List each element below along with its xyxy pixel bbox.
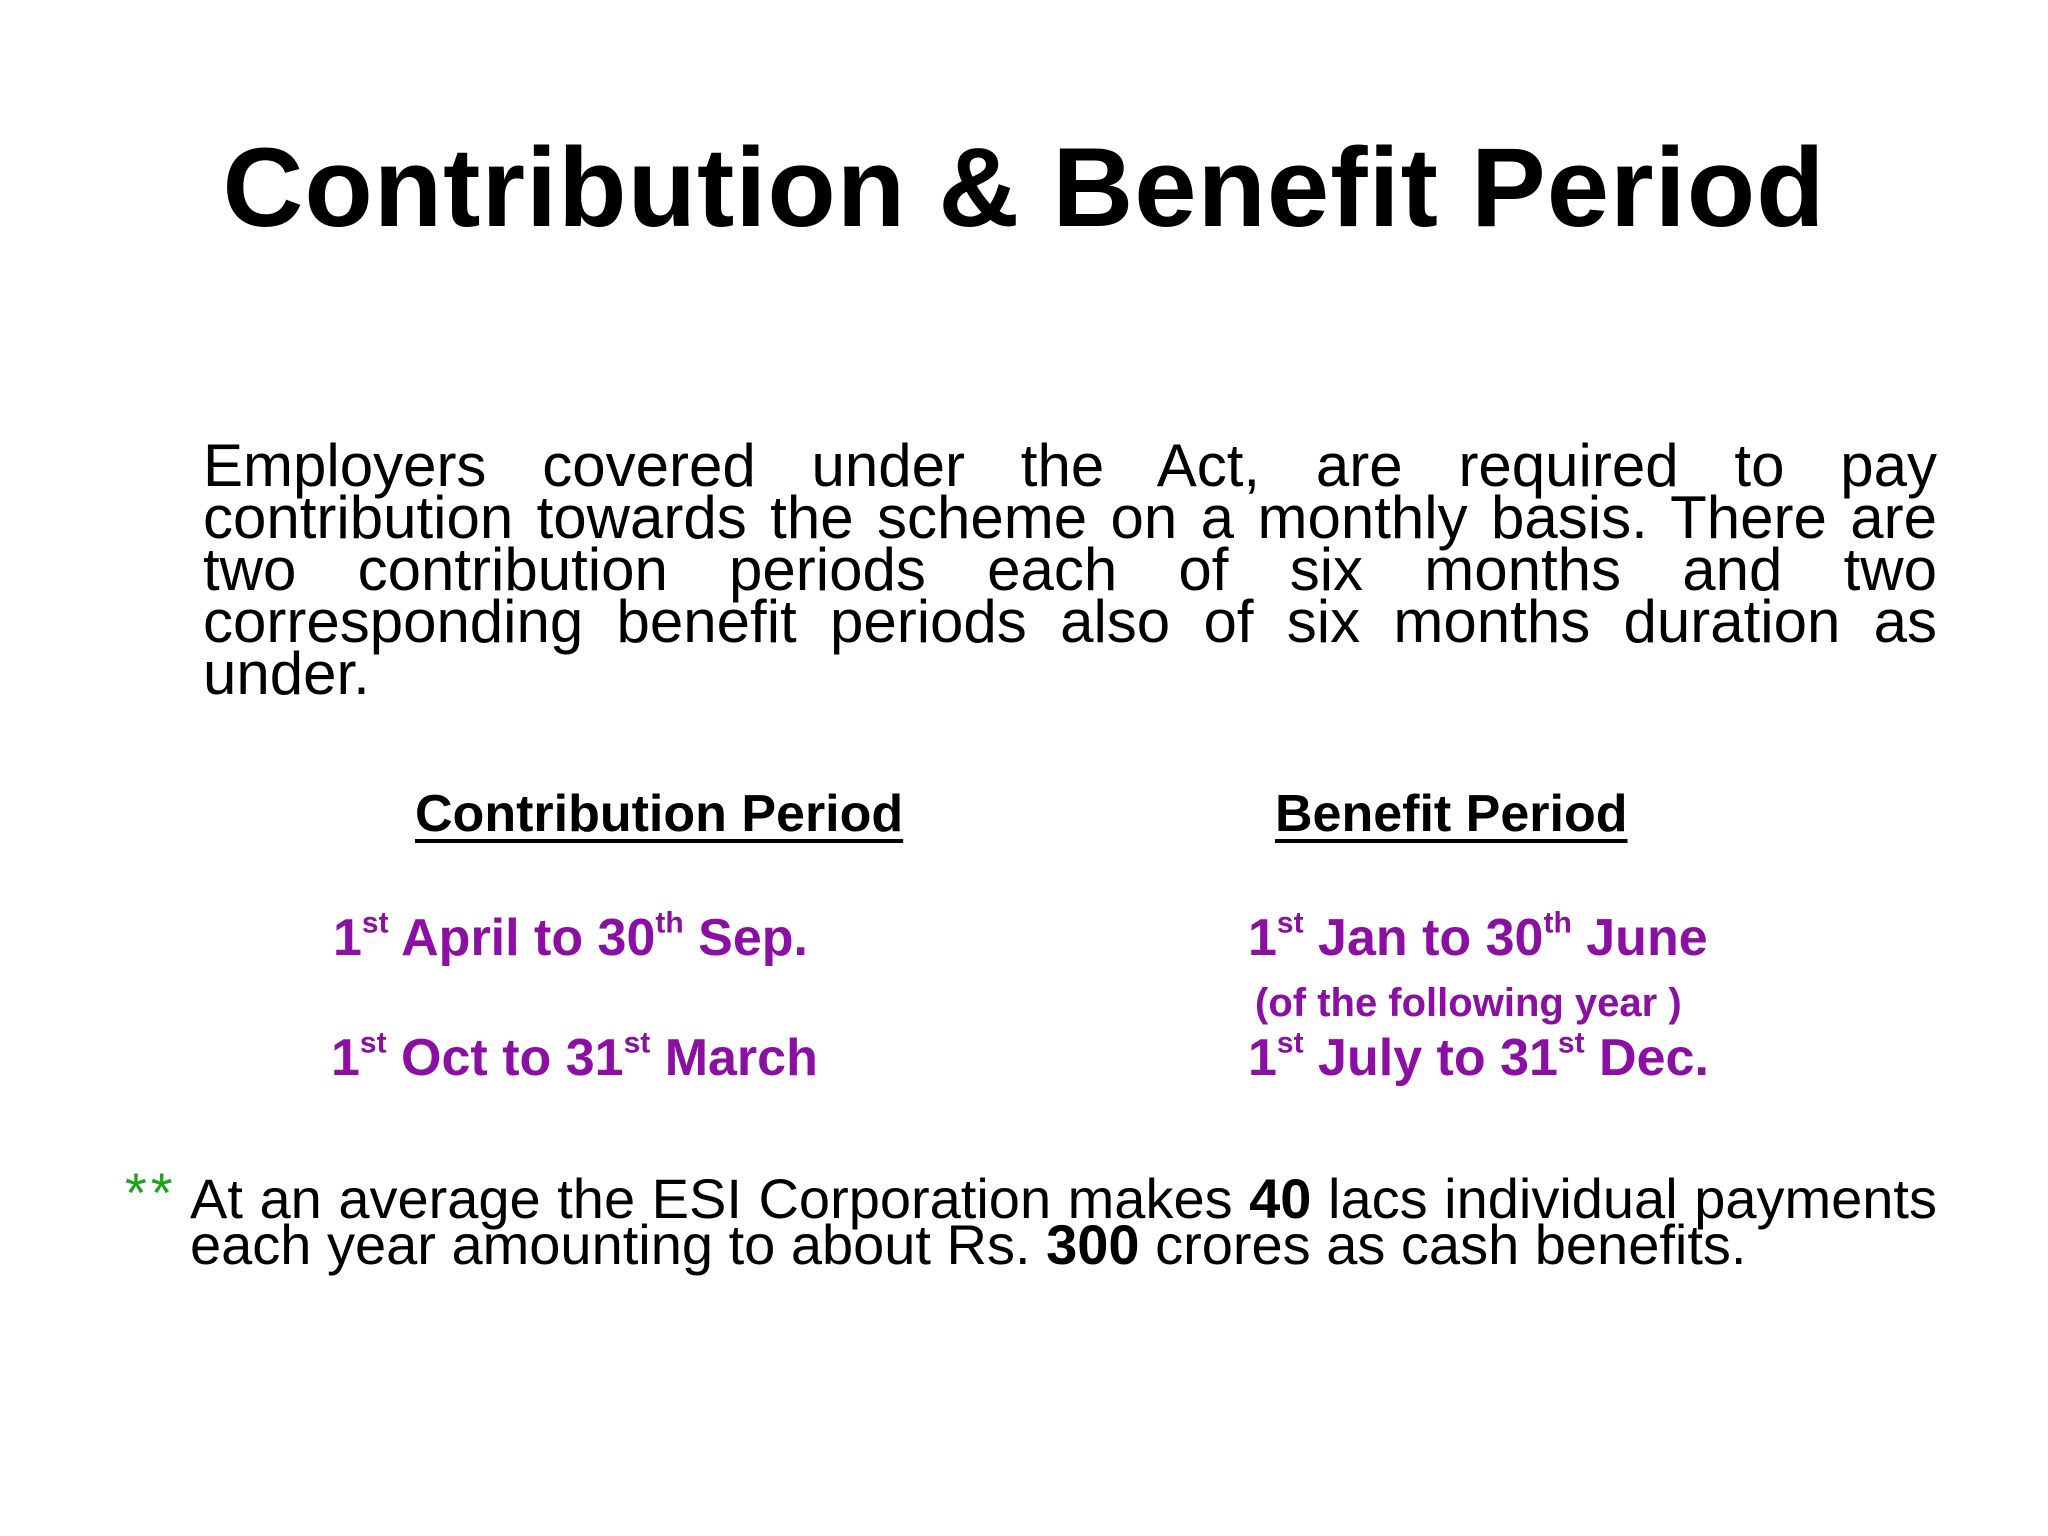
contribution-period-1: 1st April to 30th Sep. (333, 906, 808, 967)
payments-count: 40 (1249, 1167, 1312, 1230)
footnote-asterisks: ** (125, 1161, 177, 1224)
benefit-period-2: 1st July to 31st Dec. (1248, 1026, 1709, 1087)
contribution-period-header: Contribution Period (415, 785, 904, 843)
footnote-paragraph: At an average the ESI Corporation makes 40 lacs individual payments each year amounting to about Rs. 300 crores as cash benefits. (190, 1167, 1937, 1276)
benefit-period-1: 1st Jan to 30th June (1248, 906, 1708, 967)
benefit-period-1-note: (of the following year ) (1255, 981, 1682, 1025)
intro-paragraph: Employers covered under the Act, are required to pay contribution towards the scheme on a monthly basis. There are two contribution periods each of six months and two corresponding benefit periods also of six months duration as under. (203, 432, 1937, 707)
benefit-period-header: Benefit Period (1275, 785, 1628, 843)
slide-title: Contribution & Benefit Period (222, 125, 1826, 250)
crores-amount: 300 (1046, 1213, 1140, 1276)
contribution-period-2: 1st Oct to 31st March (331, 1026, 818, 1087)
